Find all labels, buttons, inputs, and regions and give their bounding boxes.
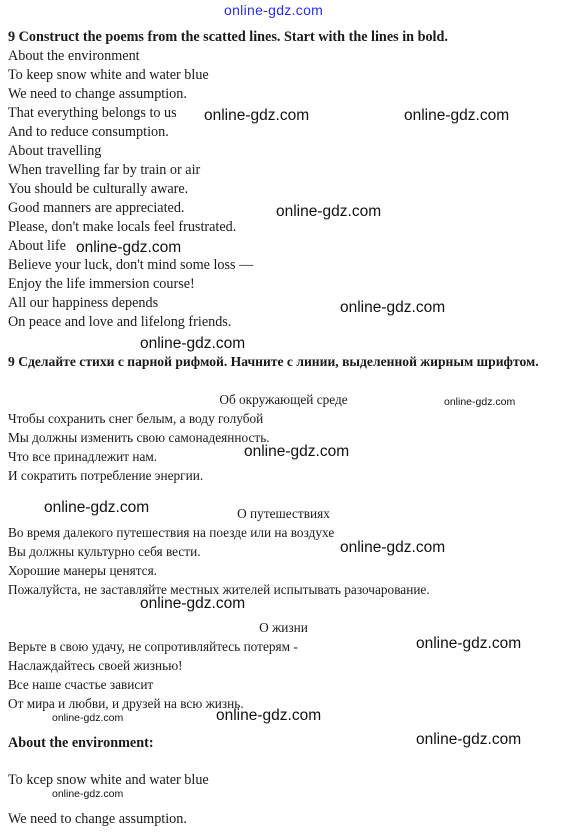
watermark-text: online-gdz.com <box>244 443 350 460</box>
translation-line: Мы должны изменить свою самонадеянность. <box>8 430 270 445</box>
site-header-watermark: online-gdz.com <box>224 2 324 18</box>
translation-line: От мира и любви, и друзей на всю жизнь. <box>8 696 244 711</box>
poem-line: You should be culturally aware. <box>8 181 189 197</box>
watermark-text: online-gdz.com <box>44 499 150 516</box>
watermark-text: online-gdz.com <box>340 539 446 556</box>
watermark-text: online-gdz.com <box>52 712 124 724</box>
task-ru-heading: 9 Сделайте стихи с парной рифмой. Начните с линии, выделенной жирным шрифтом. <box>8 354 539 369</box>
poem-line: We need to change assumption. <box>8 86 187 102</box>
poem-line: To keep snow white and water blue <box>8 67 209 83</box>
watermark-text: online-gdz.com <box>216 707 322 724</box>
translation-line: Во время далекого путешествия на поезде или на воздухе <box>8 525 335 540</box>
poem-line: That everything belongs to us <box>8 105 177 121</box>
translation-line: Чтобы сохранить снег белым, а воду голубой <box>8 411 264 426</box>
answer-line: We need to change assumption. <box>8 811 187 827</box>
watermark-text: online-gdz.com <box>340 299 446 316</box>
poem-line: Believe your luck, don't mind some loss — <box>8 257 254 273</box>
translation-line: Вы должны культурно себя вести. <box>8 544 201 559</box>
poem-line: On peace and love and lifelong friends. <box>8 314 232 330</box>
watermark-text: online-gdz.com <box>140 595 246 612</box>
poem-line: About travelling <box>8 143 102 159</box>
watermark-text: online-gdz.com <box>76 239 182 256</box>
poem-line: About life <box>8 238 66 254</box>
section-title: Об окружающей среде <box>219 392 348 407</box>
watermark-text: online-gdz.com <box>444 396 516 408</box>
section-title: О жизни <box>259 620 308 635</box>
watermark-text: online-gdz.com <box>52 788 124 800</box>
watermark-text: online-gdz.com <box>416 635 522 652</box>
poem-line: When travelling far by train or air <box>8 162 201 178</box>
watermark-text: online-gdz.com <box>140 335 246 352</box>
poem-line: And to reduce consumption. <box>8 124 169 140</box>
watermark-text: online-gdz.com <box>404 107 510 124</box>
poem-line: All our happiness depends <box>8 295 159 311</box>
watermark-text: online-gdz.com <box>416 731 522 748</box>
poem-line: Enjoy the life immersion course! <box>8 276 195 292</box>
poem-line: About the environment <box>8 48 140 64</box>
poem-line: Good manners are appreciated. <box>8 200 185 216</box>
translation-line: И сократить потребление энергии. <box>8 468 204 483</box>
poem-line: Please, don't make locals feel frustrated. <box>8 219 237 235</box>
translation-line: Что все принадлежит нам. <box>8 449 158 464</box>
translation-line: Пожалуйста, не заставляйте местных жителей испытывать разочарование. <box>8 582 430 597</box>
watermark-text: online-gdz.com <box>204 107 310 124</box>
translation-line: Все наше счастье зависит <box>8 677 154 692</box>
answer-heading: About the environment: <box>8 735 154 751</box>
section-title: О путешествиях <box>237 506 330 521</box>
translation-line: Верьте в свою удачу, не сопротивляйтесь потерям - <box>8 639 298 654</box>
translation-line: Наслаждайтесь своей жизнью! <box>8 658 183 673</box>
answer-line: To kcep snow white and water blue <box>8 772 209 788</box>
watermark-text: online-gdz.com <box>276 203 382 220</box>
translation-line: Хорошие манеры ценятся. <box>8 563 158 578</box>
task-en-heading: 9 Construct the poems from the scatted lines. Start with the lines in bold. <box>8 29 448 45</box>
